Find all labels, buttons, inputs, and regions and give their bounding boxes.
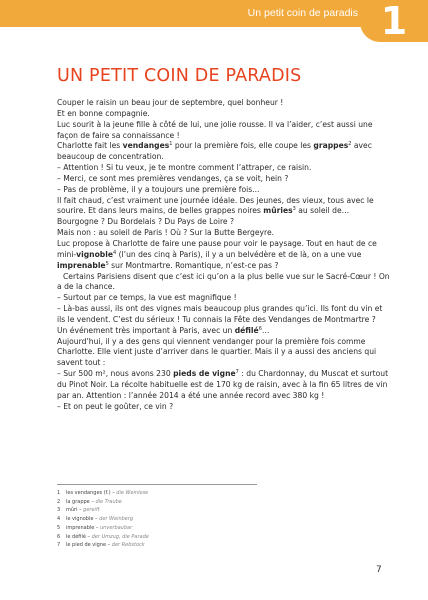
footnote-translation: der Rebstock [111,542,145,549]
glossary-term: grappes [313,141,349,151]
text-run: Mais non : au soleil de Paris ! Où ? Sur la Butte Bergeyre. [57,228,275,238]
footnote-marker: 4 [112,249,117,256]
running-header-bar [0,0,368,27]
footnote-translation: der Weinberg [99,516,134,523]
footnote-translation: gereift [83,507,100,514]
text-run: Couper le raisin un beau jour de septembre, quel bonheur ! [57,98,284,107]
footnote-separator: – [77,507,84,514]
story-paragraph [57,163,390,174]
footnote-item [57,524,257,533]
footnote-number: 4 [57,516,61,523]
page-number: 7 [376,565,382,575]
glossary-term: vignoble [76,249,113,259]
story-paragraph [57,304,390,326]
footnotes [57,484,257,550]
footnote-marker: 3 [292,206,296,213]
footnote-term: le vignoble [66,516,94,523]
footnote-term: le pied de vigne [66,542,107,549]
text-run: pour la première fois, elle coupe les [172,141,314,151]
chapter-tab [360,0,428,42]
footnote-term: mûri [66,507,78,514]
footnote-marker: 2 [348,141,352,148]
footnote-separator: – [110,490,117,496]
story-paragraph [57,326,390,337]
footnote-marker: 5 [105,260,109,267]
story-paragraph [57,120,390,142]
footnote-number: 5 [57,524,61,531]
footnote-number: 7 [57,542,61,549]
footnote-separator: – [89,498,96,505]
footnote-item [57,489,257,498]
footnote-translation: unverbaubar [100,524,133,531]
running-title: Un petit coin de paradis [247,7,358,19]
footnote-number: 2 [57,498,61,505]
footnote-item [57,498,257,507]
story-title: UN PETIT COIN DE PARADIS [57,66,302,86]
text-run: Aujourd’hui, il y a des gens qui viennent vendanger pour la première fois comme Charlotte. Elle vient juste d’arriver dans le quartier. Mais il y a aussi des anciens qui savent tout : [57,336,377,368]
text-run: : du Chardonnay, du Muscat et surtout du Pinot Noir. La récolte habituelle est de 170 kg de raisin, avec à la fin 65 litres de vin par an. Attention : l’année 2014 a été une année record avec 380 kg ! [57,369,389,400]
story-paragraph [57,293,390,304]
text-run: Charlotte fait les [57,141,123,151]
story-paragraph [57,272,390,294]
text-run: Il fait chaud, c’est vraiment une journée idéale. Des jeunes, des vieux, tous avec le sourire. Et dans leurs mains, de belles grappes noires [57,195,374,216]
text-run: – Attention ! Si tu veux, je te montre comment l’attraper, ce raisin. [57,163,312,173]
text-run: avec beaucoup de concentration. [57,141,372,162]
footnote-separator: – [94,524,101,531]
story-paragraph [57,369,390,402]
glossary-term: pieds de vigne [173,369,236,379]
text-run: – Merci, ce sont mes premières vendanges, ça se voit, hein ? [57,173,289,183]
text-run: Luc propose à Charlotte de faire une pause pour voir le paysage. Tout en haut de ce mini- [57,238,377,259]
text-run: – Là-bas aussi, ils ont des vignes mais beaucoup plus grandes qu’ici. Ils font du vin et ils le vendent. C’est du sérieux ! Tu connais la Fête des Vendanges de Montmartre ? [57,304,383,324]
story-paragraph [57,228,390,239]
glossary-term: mûries [263,206,293,216]
footnote-number: 6 [57,533,61,540]
footnote-number: 1 [57,490,61,496]
footnote-marker: 6 [258,325,262,332]
story-paragraph [57,239,390,272]
footnote-translation: die Weinlese [116,490,149,496]
story-paragraph [57,98,390,109]
story-paragraph [57,174,390,185]
footnote-translation: der Umzug, die Parade [91,533,149,540]
story-paragraph [57,109,390,120]
glossary-term: vendanges [122,141,170,151]
text-run: – Pas de problème, il y a toujours une première fois... [57,184,260,194]
story-paragraph [57,402,390,413]
text-run: – Sur 500 m², nous avons 230 [57,369,174,379]
footnote-separator: – [106,542,112,549]
footnote-separator: – [85,533,92,540]
text-run: Et en bonne compagnie. [57,108,150,118]
text-run: sur Montmartre. Romantique, n’est-ce pas ? [108,260,279,270]
footnote-marker: 1 [169,141,173,148]
footnote-number: 3 [57,507,61,514]
footnote-item [57,506,257,515]
text-run: – Et on peut le goûter, ce vin ? [57,401,174,411]
text-run: Luc sourit à la jeune fille à côté de lui, une jolie rousse. Il va l’aider, c’est aussi une façon de faire sa connaissance ! [57,119,373,140]
chapter-number: 1 [380,0,408,43]
story-paragraph [57,337,390,370]
story-content [57,66,390,412]
footnote-term: le défilé [66,533,86,540]
footnote-item [57,533,257,542]
glossary-term: défilé [234,325,259,335]
text-run: au soleil de… Bourgogne ? Du Bordelais ? Du Pays de Loire ? [57,206,350,227]
glossary-term: imprenable [57,260,106,270]
footnote-item [57,515,257,524]
footnote-translation: die Traube [95,498,122,505]
footnote-term: les vendanges (f.) [66,490,111,496]
text-run: Un événement très important à Paris, avec un [57,325,235,335]
story-paragraph [57,185,390,196]
story-paragraph [57,141,390,163]
footnote-separator: – [93,516,100,523]
text-run: – Surtout par ce temps, la vue est magnifique ! [57,293,237,303]
text-run: … [261,325,270,335]
footnote-term: imprenable [66,524,95,531]
footnote-item [57,541,257,550]
story-body [57,98,390,412]
footnote-marker: 7 [235,369,239,376]
footnote-term: la grappe [66,498,90,505]
text-run: Certains Parisiens disent que c’est ici qu’on a la plus belle vue sur le Sacré-Cœur ! On a de la chance. [57,271,390,292]
story-paragraph [57,196,390,229]
text-run: (l’un des cinq à Paris), il y a un belvédère et de là, on a une vue [116,249,362,259]
